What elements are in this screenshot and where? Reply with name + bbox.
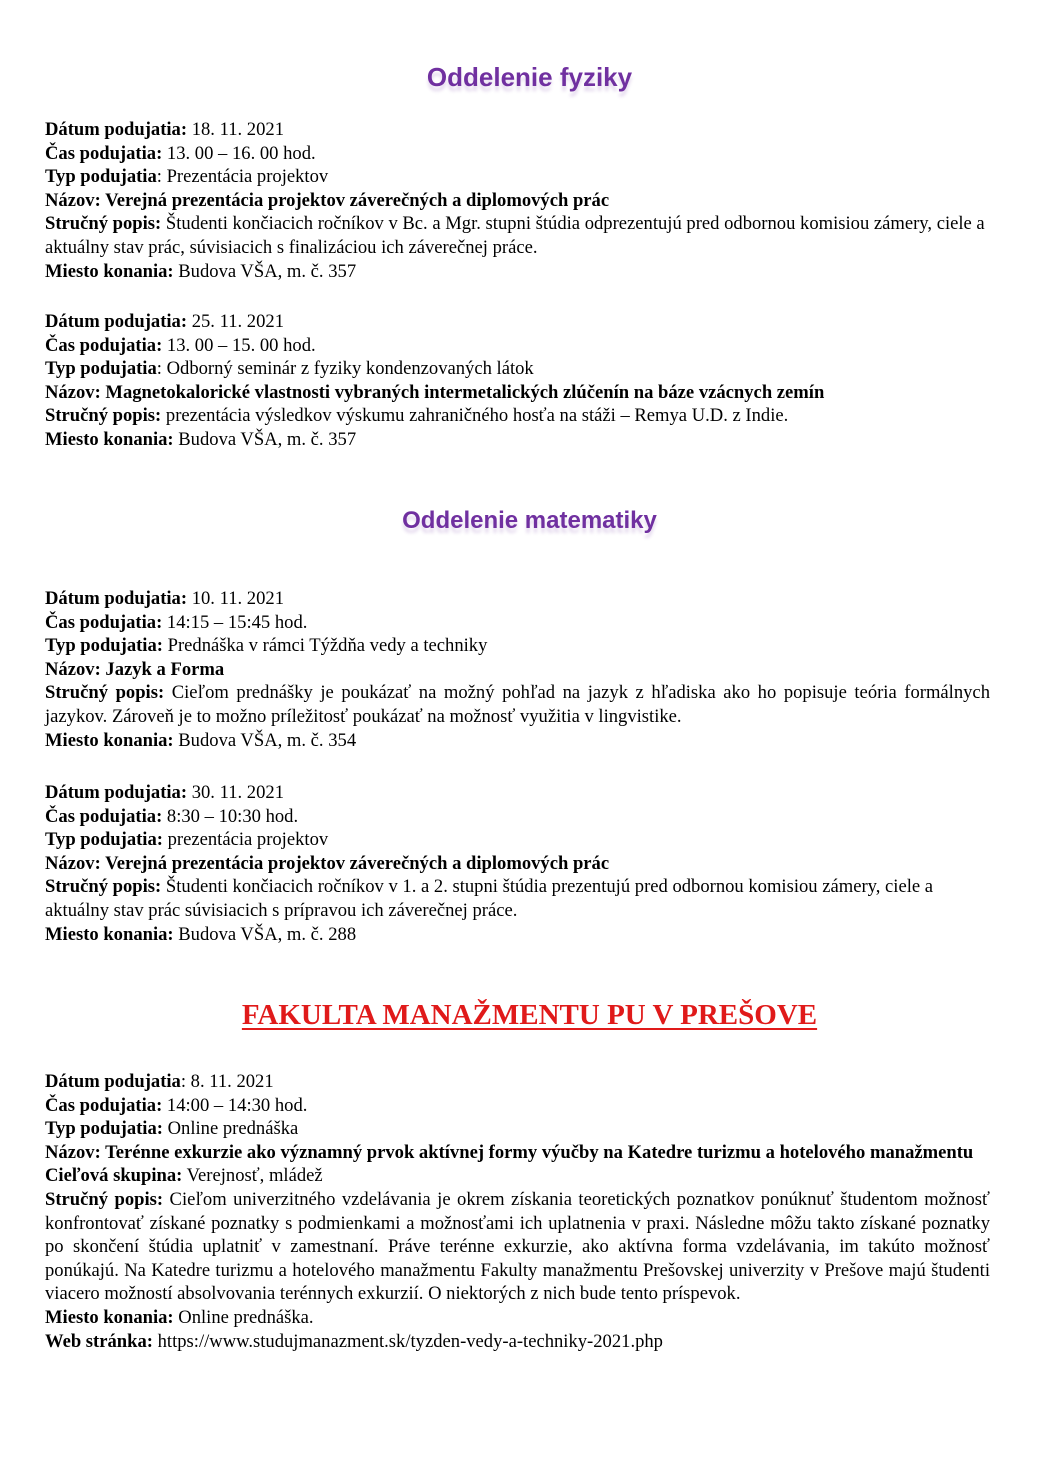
event-type: Typ podujatia: Online prednáška — [45, 1118, 299, 1140]
event-date: Dátum podujatia: 25. 11. 2021 — [45, 311, 284, 332]
event-type: Typ podujatia: Prezentácia projektov — [45, 166, 329, 188]
event-matematika-1 — [45, 587, 990, 752]
event-title: Názov: Verejná prezentácia projektov záverečných a diplomových prác — [45, 852, 610, 874]
heading-oddelenie-fyziky: Oddelenie fyziky — [426, 62, 633, 92]
event-fakulta-1 — [45, 1070, 990, 1353]
event-target-group: Cieľová skupina: Verejnosť, mládež — [45, 1165, 323, 1187]
event-location: Miesto konania: Budova VŠA, m. č. 288 — [45, 923, 357, 945]
event-date: Dátum podujatia: 8. 11. 2021 — [45, 1071, 274, 1092]
event-fyzika-1 — [45, 118, 990, 283]
event-location: Miesto konania: Budova VŠA, m. č. 354 — [45, 729, 357, 751]
event-title: Názov: Jazyk a Forma — [45, 658, 225, 680]
event-date: Dátum podujatia: 30. 11. 2021 — [45, 782, 284, 803]
event-website: Web stránka: https://www.studujmanazment.sk/tyzden-vedy-a-techniky-2021.php — [45, 1330, 663, 1352]
heading-oddelenie-matematiky: Oddelenie matematiky — [402, 507, 657, 534]
event-fyzika-2 — [45, 310, 990, 452]
event-location: Miesto konania: Budova VŠA, m. č. 357 — [45, 260, 357, 282]
event-time: Čas podujatia: 8:30 – 10:30 hod. — [45, 805, 299, 827]
event-location: Miesto konania: Budova VŠA, m. č. 357 — [45, 428, 357, 450]
event-title: Názov: Magnetokalorické vlastnosti vybraných intermetalických zlúčenín na báze vzácnych zemín — [45, 381, 825, 403]
heading-fakulta-manazmentu: FAKULTA MANAŽMENTU PU V PREŠOVE — [241, 999, 818, 1031]
event-description: Stručný popis: Cieľom prednášky je poukázať na možný pohľad na jazyk z hľadiska ako ho popisuje teória formálnych jazykov. Zároveň je to možno príležitosť poukázať na možnosť využitia v lingvistike. — [45, 682, 990, 727]
event-date: Dátum podujatia: 10. 11. 2021 — [45, 588, 284, 609]
event-description: Stručný popis: Študenti končiacich ročníkov v Bc. a Mgr. stupni štúdia odprezentujú pred odbornou komisiou zámery, ciele a aktuálny stav prác, súvisiacich s finalizáciou ich záverečnej práce. — [45, 213, 985, 258]
event-matematika-2 — [45, 781, 990, 946]
event-time: Čas podujatia: 14:00 – 14:30 hod. — [45, 1094, 308, 1116]
event-description: Stručný popis: Študenti končiacich ročníkov v 1. a 2. stupni štúdia prezentujú pred odbornou komisiou zámery, ciele a aktuálny stav prác súvisiacich s prípravou ich záverečnej práce. — [45, 876, 934, 921]
event-title: Názov: Terénne exkurzie ako významný prvok aktívnej formy výučby na Katedre turizmu a hotelového manažmentu — [45, 1141, 974, 1163]
event-type: Typ podujatia: Odborný seminár z fyziky kondenzovaných látok — [45, 358, 534, 380]
event-type: Typ podujatia: prezentácia projektov — [45, 829, 329, 851]
event-description: Stručný popis: Cieľom univerzitného vzdelávania je okrem získania teoretických poznatkov ponúknuť študentom možnosť konfrontovať získané poznatky s podmienkami a možnosťami ich uplatnenia v praxi. Následne môžu takto získané poznatky po skončení štúdia uplatniť v zamestnaní. Práve terénne exkurzie, ako aktívna forma vzdelávania, im takúto možnosť ponúkajú. Na Katedre turizmu a hotelového manažmentu Fakulty manažmentu Prešovskej univerzity v Prešove majú študenti viacero možností absolvovania terénnych exkurzií. O niektorých z nich bude tento príspevok. — [45, 1188, 990, 1305]
event-time: Čas podujatia: 13. 00 – 15. 00 hod. — [45, 334, 316, 356]
event-type: Typ podujatia: Prednáška v rámci Týždňa vedy a techniky — [45, 635, 488, 657]
event-location: Miesto konania: Online prednáška. — [45, 1306, 314, 1328]
event-time: Čas podujatia: 13. 00 – 16. 00 hod. — [45, 142, 316, 164]
website-link[interactable]: https://www.studujmanazment.sk/tyzden-vedy-a-techniky-2021.php — [152, 1330, 663, 1352]
event-title: Názov: Verejná prezentácia projektov záverečných a diplomových prác — [45, 189, 610, 211]
event-date: Dátum podujatia: 18. 11. 2021 — [45, 119, 284, 140]
event-time: Čas podujatia: 14:15 – 15:45 hod. — [45, 611, 308, 633]
event-description: Stručný popis: prezentácia výsledkov výskumu zahraničného hosťa na stáži – Remya U.D. z Indie. — [45, 405, 789, 427]
